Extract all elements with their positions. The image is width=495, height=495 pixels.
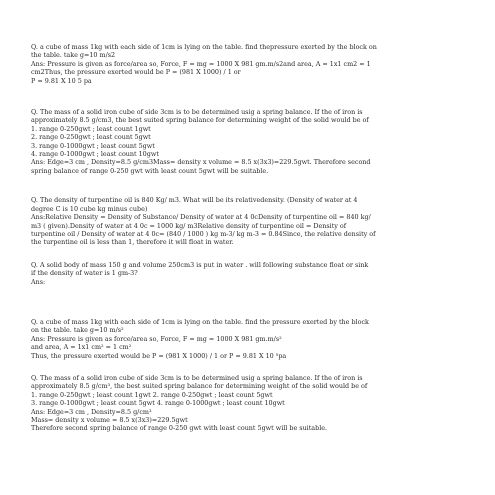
text-line: cm2Thus, the pressure exerted would be P = (981 X 1000) / 1 or bbox=[31, 68, 241, 77]
text-line: 3. range 0-1000gwt ; least count 5gwt 4. range 0-1000gwt ; least count 10gwt bbox=[31, 399, 285, 408]
text-line: Q. a cube of mass 1kg with each side of 1cm is lying on the table. find thepressure exerted by the block on bbox=[31, 43, 377, 51]
question-float-or-sink bbox=[31, 261, 471, 286]
text-line: Q. a cube of mass 1kg with each side of 1cm is lying on the table. find the pressure exerted by the block bbox=[31, 317, 369, 326]
text-line: spring balance of range 0-250 gwt with least count 5gwt will be suitable. bbox=[31, 166, 269, 175]
text-line: Ans: Pressure is given as force/area so, Force, F = mg = 1000 X 981 gm.m/s² bbox=[31, 334, 282, 343]
text-line: degree C is 10 cube kg minus cube) bbox=[31, 204, 148, 213]
text-line: Q. The mass of a solid iron cube of side 3cm is to be determined usig a spring balance. If the of iron is bbox=[31, 373, 363, 382]
text-line: Ans: Edge=3 cm , Density=8.5 g/cm³ bbox=[31, 407, 152, 416]
text-line: Q. The density of turpentine oil is 840 Kg/ m3. What will be its relativedensity. (Density of water at 4 bbox=[31, 196, 358, 205]
question-spring-balance-repeat bbox=[31, 374, 471, 433]
text-line: 3. range 0-1000gwt ; least count 5gwt bbox=[31, 141, 155, 150]
text-line: Ans: bbox=[31, 277, 46, 286]
question-spring-balance bbox=[31, 108, 471, 175]
text-line: Thus, the pressure exerted would be P = (981 X 1000) / 1 or P = 9.81 X 10 ⁵pa bbox=[31, 351, 287, 360]
document-page bbox=[31, 43, 471, 433]
text-line: 2. range 0-250gwt ; least count 5gwt bbox=[31, 133, 151, 142]
question-pressure-cube-repeat bbox=[31, 318, 471, 360]
text-line: Ans: Pressure is given as force/area so, Force, F = mg = 1000 X 981 gm.m/s2and area, A = 1x1 cm2 = 1 bbox=[31, 59, 371, 68]
text-line: Ans:Relative Density = Density of Substance/ Density of water at 4 0cDensity of turpentine oil = 840 kg/ bbox=[31, 213, 371, 222]
text-line: turpentine oil / Density of water at 4 0c= (840 / 1000 ) kg m-3/ kg m-3 = 0.84Since, the relative density of bbox=[31, 229, 376, 238]
text-line: Q. A solid body of mass 150 g and volume 250cm3 is put in water . will following substance float or sink bbox=[31, 260, 369, 269]
text-line: 1. range 0-250gwt ; least count 1gwt 2. range 0-250gwt ; least count 5gwt bbox=[31, 390, 273, 399]
text-line: if the density of water is 1 gm-3? bbox=[31, 269, 138, 278]
text-line: m3 ( given).Density of water at 4 0c = 1000 kg/ m3Relative density of turpentine oil = Density of bbox=[31, 221, 347, 230]
text-line: the turpentine oil is less than 1, therefore it will float in water. bbox=[31, 238, 234, 247]
text-line: Therefore second spring balance of range 0-250 gwt with least count 5gwt will be suitable. bbox=[31, 424, 328, 433]
question-turpentine-density bbox=[31, 196, 471, 246]
text-line: 1. range 0-250gwt ; least count 1gwt bbox=[31, 124, 151, 133]
text-line: and area, A = 1x1 cm² = 1 cm² bbox=[31, 343, 132, 352]
text-line: the table. take g=10 m/s2 bbox=[31, 51, 116, 60]
text-line: Ans: Edge=3 cm , Density=8.5 g/cm3Mass= density x volume = 8.5 x(3x3)=229.5gwt. Therefore second bbox=[31, 158, 371, 167]
text-line: approximately 8.5 g/cm³, the best suited spring balance for determining weight of the solid would be of bbox=[31, 382, 368, 391]
text-line: 4. range 0-1000gwt ; least count 10gwt bbox=[31, 150, 159, 159]
question-pressure-cube bbox=[31, 43, 471, 85]
text-line: on the table. take g=10 m/s² bbox=[31, 326, 124, 335]
text-line: Q. The mass of a solid iron cube of side 3cm is to be determined usig a spring balance. If the of iron is bbox=[31, 108, 363, 117]
text-line: P = 9.81 X 10 5 pa bbox=[31, 76, 92, 85]
text-line: Mass= density x volume = 8.5 x(3x3)=229.5gwt bbox=[31, 416, 188, 424]
text-line: approximately 8.5 g/cm3, the best suited spring balance for determining weight of the solid would be of bbox=[31, 116, 369, 125]
